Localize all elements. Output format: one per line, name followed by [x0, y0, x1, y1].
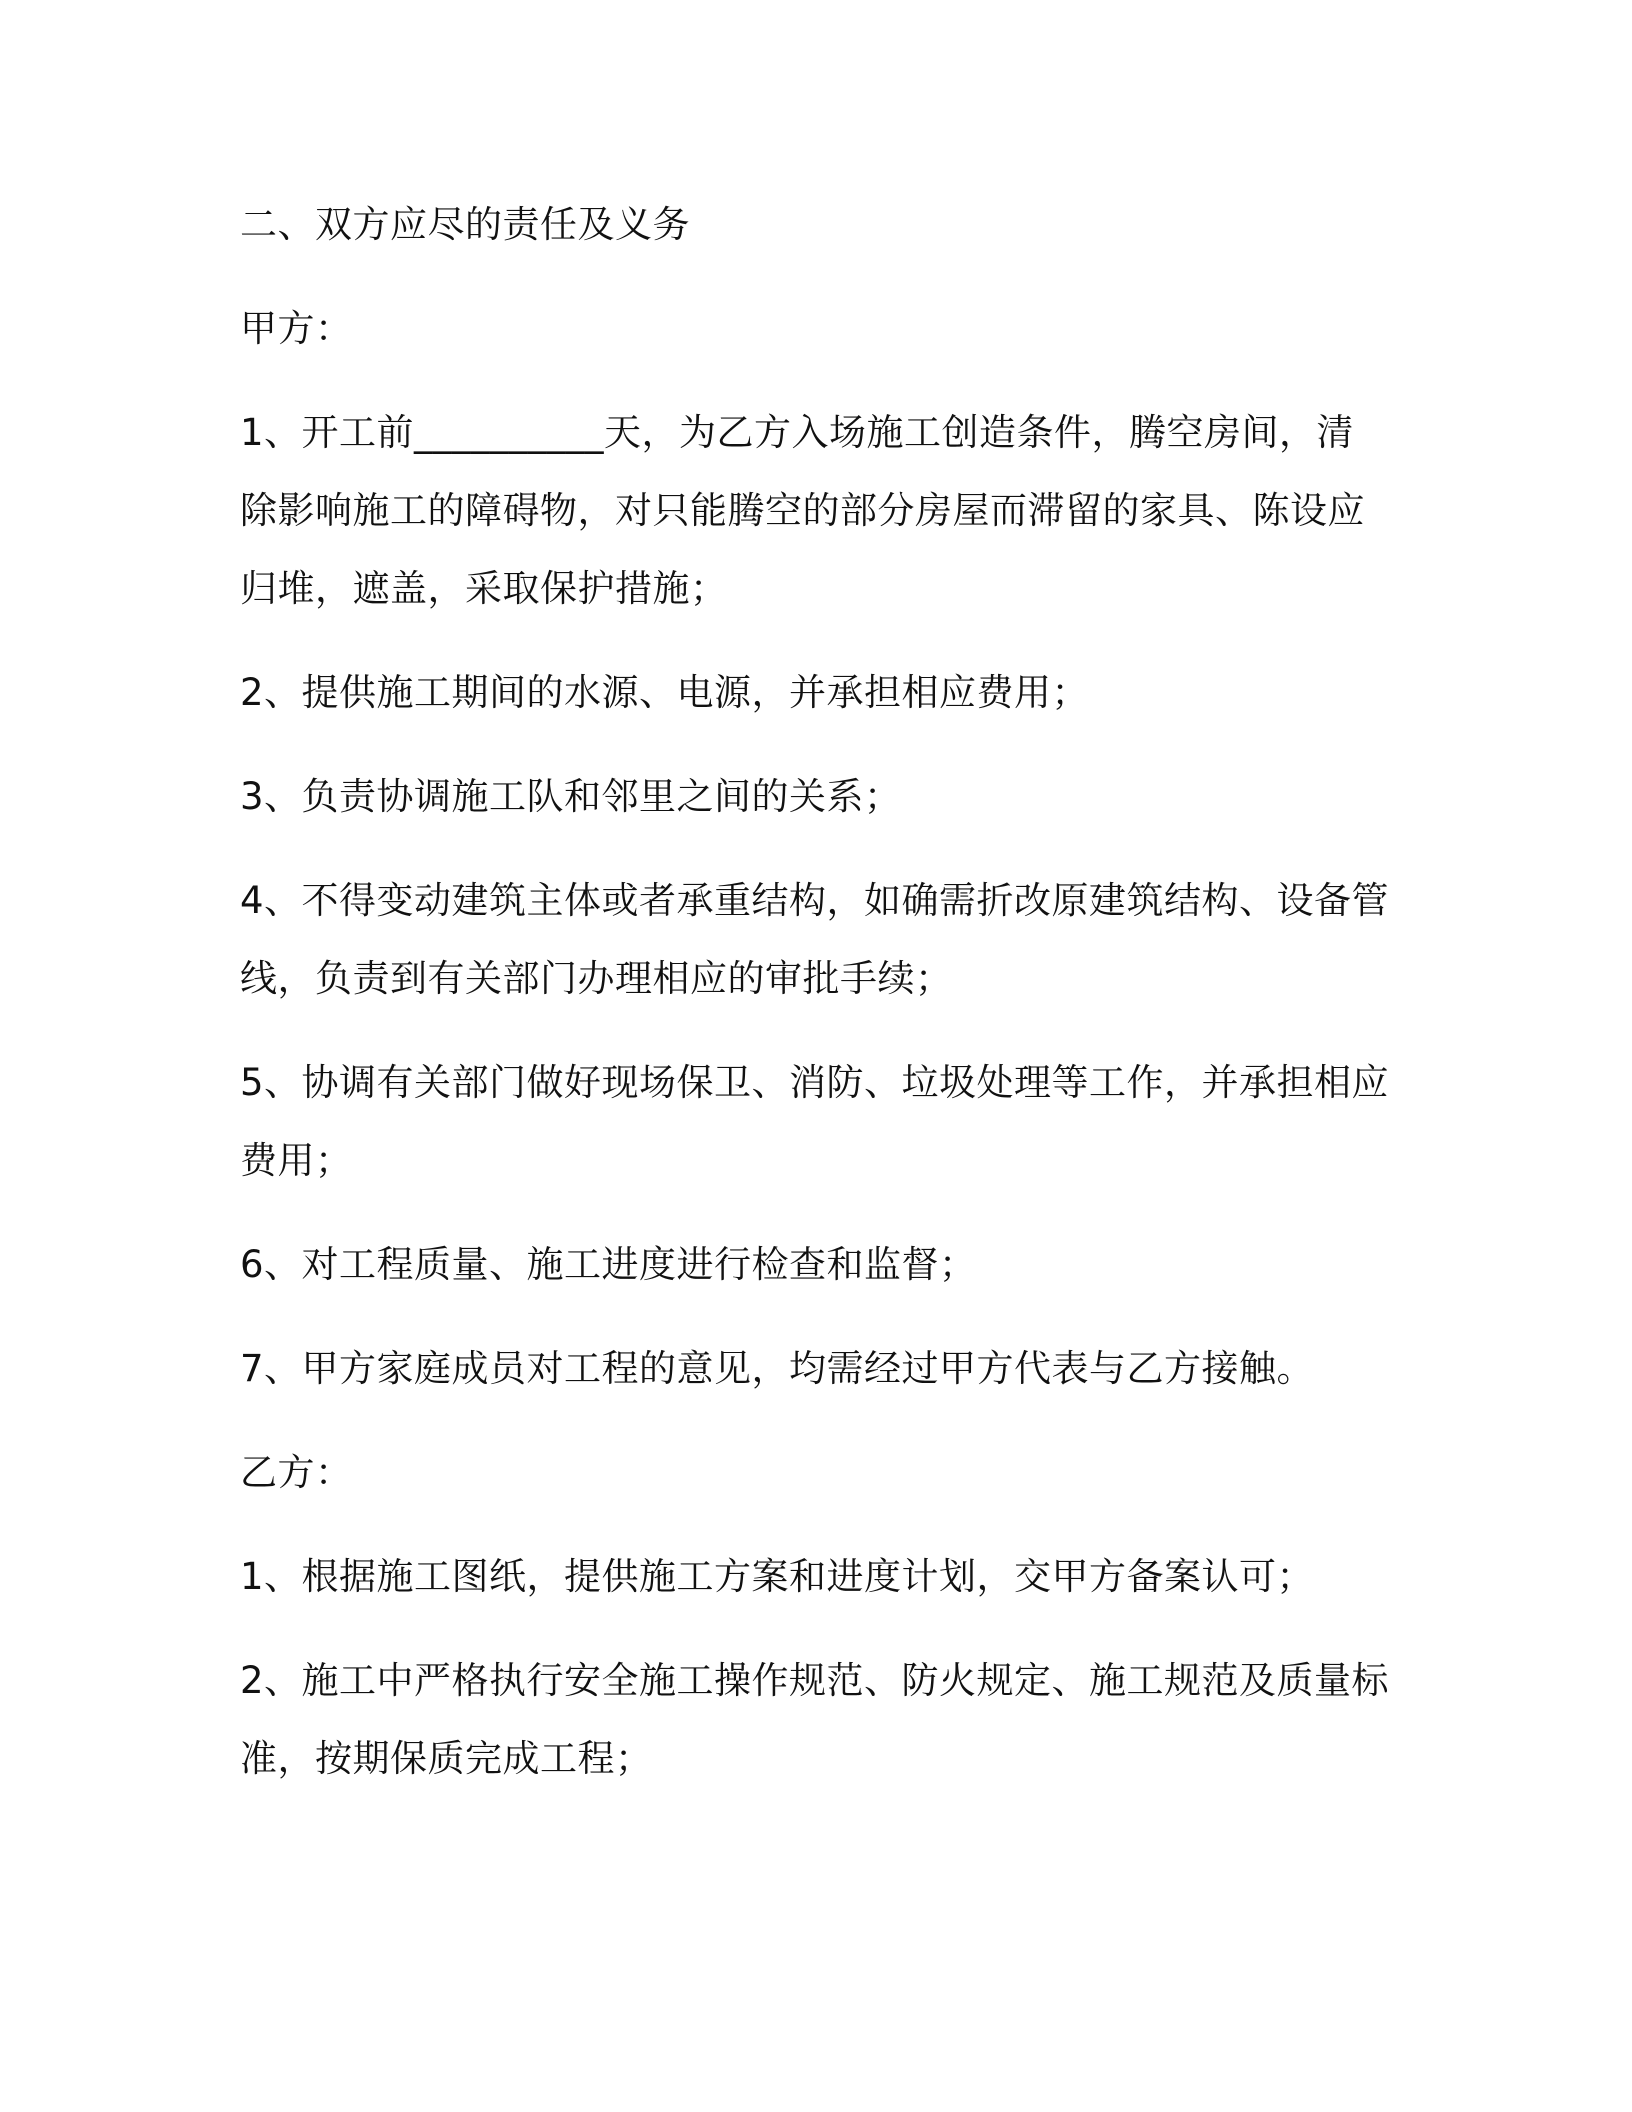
party-b-item-2: 2、施工中严格执行安全施工操作规范、防火规定、施工规范及质量标准，按期保质完成工程；	[240, 1659, 1390, 1780]
party-a-item-4: 4、不得变动建筑主体或者承重结构，如确需折改原建筑结构、设备管线，负责到有关部门办理相应的审批手续；	[240, 879, 1390, 1000]
party-b-item-1: 1、根据施工图纸，提供施工方案和进度计划，交甲方备案认可；	[240, 1555, 1315, 1598]
party-a-item-6: 6、对工程质量、施工进度进行检查和监督；	[240, 1243, 977, 1286]
party-a-label: 甲方：	[240, 307, 353, 350]
party-a-item-1: 1、开工前__________天，为乙方入场施工创造条件，腾空房间，清除影响施工的障碍物，对只能腾空的部分房屋而滞留的家具、陈设应归堆，遮盖，采取保护措施；	[240, 411, 1365, 610]
party-a-item-3: 3、负责协调施工队和邻里之间的关系；	[240, 775, 902, 818]
party-a-item-5: 5、协调有关部门做好现场保卫、消防、垃圾处理等工作，并承担相应费用；	[240, 1061, 1390, 1182]
document-body	[240, 186, 1390, 1824]
party-a-item-2: 2、提供施工期间的水源、电源，并承担相应费用；	[240, 671, 1090, 714]
section-title: 二、双方应尽的责任及义务	[240, 203, 690, 246]
party-a-item-7: 7、甲方家庭成员对工程的意见，均需经过甲方代表与乙方接触。	[240, 1347, 1315, 1390]
party-b-label: 乙方：	[240, 1451, 353, 1494]
